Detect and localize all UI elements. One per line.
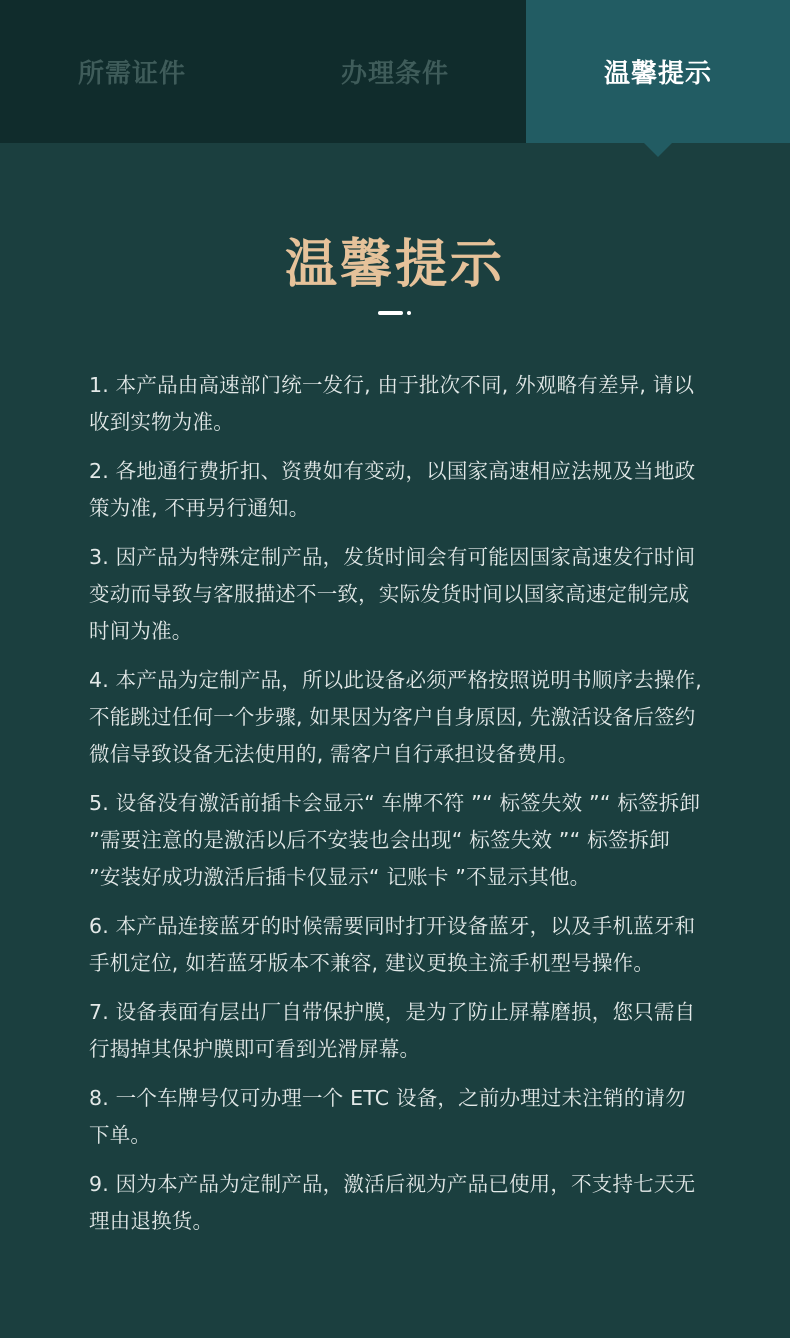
title-divider xyxy=(378,310,414,316)
note-item: 6. 本产品连接蓝牙的时候需要同时打开设备蓝牙，以及手机蓝牙和手机定位, 如若蓝牙版本不兼容, 建议更换主流手机型号操作。 xyxy=(89,914,696,975)
tab-label: 所需证件 xyxy=(77,59,186,89)
divider-bar xyxy=(378,311,403,315)
tab-application-conditions[interactable] xyxy=(264,0,526,143)
note-item: 4. 本产品为定制产品，所以此设备必须严格按照说明书顺序去操作, 不能跳过任何一个步骤, 如果因为客户自身原因, 先激活设备后签约微信导致设备无法使用的, 需客户自行承担设备费用。 xyxy=(89,668,702,766)
note-item: 1. 本产品由高速部门统一发行, 由于批次不同, 外观略有差异, 请以收到实物为准。 xyxy=(89,373,695,434)
tab-label: 办理条件 xyxy=(340,59,449,89)
tab-warm-tips[interactable] xyxy=(526,0,790,143)
active-tab-pointer xyxy=(644,143,672,157)
tab-label: 温馨提示 xyxy=(603,59,712,89)
note-item: 9. 因为本产品为定制产品，激活后视为产品已使用，不支持七天无理由退换货。 xyxy=(89,1172,696,1233)
divider-dot xyxy=(407,311,411,315)
note-item: 5. 设备没有激活前插卡会显示“ 车牌不符 ”“ 标签失效 ”“ 标签拆卸 ”需要注意的是激活以后不安装也会出现“ 标签失效 ”“ 标签拆卸 ”安装好成功激活后插卡仅显示“ 记账卡 ”不显示其他。 xyxy=(89,791,701,889)
note-item: 3. 因产品为特殊定制产品，发货时间会有可能因国家高速发行时间变动而导致与客服描述不一致，实际发货时间以国家高速定制完成时间为准。 xyxy=(89,545,696,643)
section-title: 温馨提示 xyxy=(284,235,505,295)
tab-bar xyxy=(0,0,790,143)
note-item: 2. 各地通行费折扣、资费如有变动，以国家高速相应法规及当地政策为准, 不再另行通知。 xyxy=(89,459,696,520)
notes-list xyxy=(89,367,704,1252)
note-item: 8. 一个车牌号仅可办理一个 ETC 设备，之前办理过未注销的请勿下单。 xyxy=(89,1086,686,1147)
tab-required-documents[interactable] xyxy=(0,0,264,143)
note-item: 7. 设备表面有层出厂自带保护膜，是为了防止屏幕磨损，您只需自行揭掉其保护膜即可看到光滑屏幕。 xyxy=(89,1000,696,1061)
